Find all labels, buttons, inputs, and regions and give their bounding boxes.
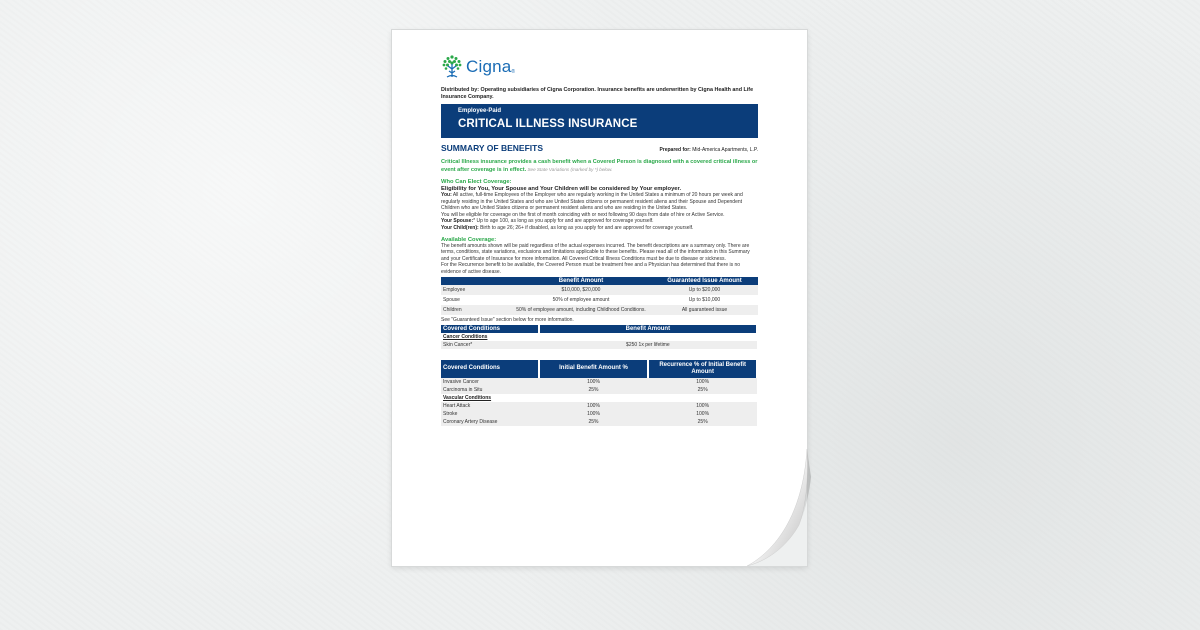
state-variations-note: See State Variations (marked by *) below. [526,167,613,172]
summary-row [441,143,758,153]
recurrence-text: For the Recurrence benefit to be available, the Covered Person must be treatment free and a Physician has determined that there is no evidence of active disease. [441,262,741,275]
available-coverage-text: The benefit amounts shown will be paid regardless of the actual expenses incurred. The benefit descriptions are a summary only. There are terms, conditions, state variations, exclusions and limitations applicable to these benefits. Please read all of the information in this Summary and your Certificate of Insurance for more information. All Covered Critical Illness Conditions must be due to disease or sickness. [441,242,750,262]
table-header: Covered Conditions [441,325,539,333]
guaranteed-issue-note: See "Guaranteed Issue" section below for more information. [441,316,574,323]
table-cell: Stroke [441,410,539,418]
table-header: Benefit Amount [511,277,651,285]
prepared-for [659,147,758,153]
table-cell: Carcinoma in Situ [441,386,539,394]
table-header [441,277,511,285]
document-content [441,52,758,426]
table-cell: Spouse [443,296,460,303]
cigna-logo [441,52,758,82]
table-row [441,386,757,394]
table-category-row [441,394,757,402]
banner-subtitle: Employee-Paid [458,108,502,114]
children-label: Your Child(ren): [441,224,479,231]
table-cell: Invasive Cancer [441,378,539,386]
table-cell: 100% [648,378,757,386]
table-cell: 25% [539,418,649,426]
title-banner [441,104,758,138]
table-header: Benefit Amount [539,325,757,333]
spouse-text: * Up to age 100, as long as you apply for and are approved for coverage yourself. [473,218,654,225]
table-header-row [441,277,758,285]
covered-conditions-table [441,360,758,426]
banner-title: CRITICAL ILLNESS INSURANCE [458,118,638,130]
who-can-elect-heading: Who Can Elect Coverage: [441,179,512,185]
you-text: All active, full-time Employees of the Employer who are regularly working in the United States a minimum of 20 hours per week and regularly residing in the United States and who are United States citizens or permanent resident aliens and their Spouse and Dependent Children who are United States citizens or permanent resident aliens and who are residing in the United States. [441,192,743,212]
intro-text: Critical Illness insurance provides a cash benefit when a Covered Person is diagnosed with a covered critical illness or event after coverage is in effect. [441,159,758,173]
children-text: Birth to age 26; 26+ if disabled, as long as you apply for and are approved for coverage yourself. [478,224,694,231]
table-cell: 50% of employee amount [552,296,610,303]
table-cell: $10,000, $20,000 [511,285,651,295]
you-label: You: [441,192,452,198]
table-cell: Up to $10,000 [688,296,721,303]
table-cell: 25% [539,386,649,394]
tree-of-life-icon [441,54,463,80]
eligibility-statement: Eligibility for You, Your Spouse and Your Children will be considered by Your employer. [441,186,682,192]
table-header: Covered Conditions [441,360,539,378]
table-row [441,295,758,305]
table-cell: 100% [539,410,649,418]
available-coverage-heading: Available Coverage: [441,236,497,243]
logo-trademark: ® [511,69,516,75]
table-row [441,378,757,386]
summary-heading: SUMMARY OF BENEFITS [441,143,544,153]
table-header-row [441,325,757,333]
eligible-paragraph: You will be eligible for coverage on the first of month coinciding with or next following 90 days from date of hire or Active Service. [441,211,725,218]
table-cell: Employee [441,285,511,295]
table-cell: 50% of employee amount, including Childhood Conditions. [511,305,651,315]
distributed-by-text: Distributed by: Operating subsidiaries of Cigna Corporation. Insurance benefits are underwritten by Cigna Health and Life Insurance Company. [441,87,754,100]
table-cell: Children [441,305,511,315]
category-label: Vascular Conditions [443,394,492,401]
table-cell: $250 1x per lifetime [539,341,757,349]
table-row [441,418,757,426]
prepared-for-value: Mid-America Apartments, L.P. [690,147,758,153]
table-cell: 100% [539,378,649,386]
table-header: Recurrence % of Initial Benefit Amount [648,360,757,378]
you-paragraph [441,192,758,212]
table-row [441,285,758,295]
spouse-paragraph [441,218,758,225]
table-cell: Up to $20,000 [651,285,758,295]
table-cell: 100% [648,402,757,410]
table-cell: 25% [648,418,757,426]
children-paragraph [441,225,758,232]
table-row [441,341,757,349]
table-row [441,305,758,315]
category-label: Cancer Conditions [443,333,488,340]
page-curl [745,447,820,572]
table-cell: Coronary Artery Disease [441,418,539,426]
table-cell: 100% [539,402,649,410]
table-cell: All guaranteed issue [651,305,758,315]
cancer-conditions-table [441,325,758,349]
benefit-amount-table [441,277,758,315]
table-header: Initial Benefit Amount % [539,360,649,378]
spouse-label: Your Spouse: [441,218,474,225]
prepared-for-label: Prepared for: [659,147,691,153]
table-row [441,410,757,418]
logo-wordmark: Cigna [466,57,512,76]
table-cell: Heart Attack [441,402,539,410]
table-cell: 25% [648,386,757,394]
table-cell: Skin Cancer* [441,341,539,349]
table-category-row [441,333,757,341]
table-header-row [441,360,757,378]
intro-paragraph [441,159,758,174]
table-cell: 100% [648,410,757,418]
table-header: Guaranteed Issue Amount [651,277,758,285]
table-row [441,402,757,410]
